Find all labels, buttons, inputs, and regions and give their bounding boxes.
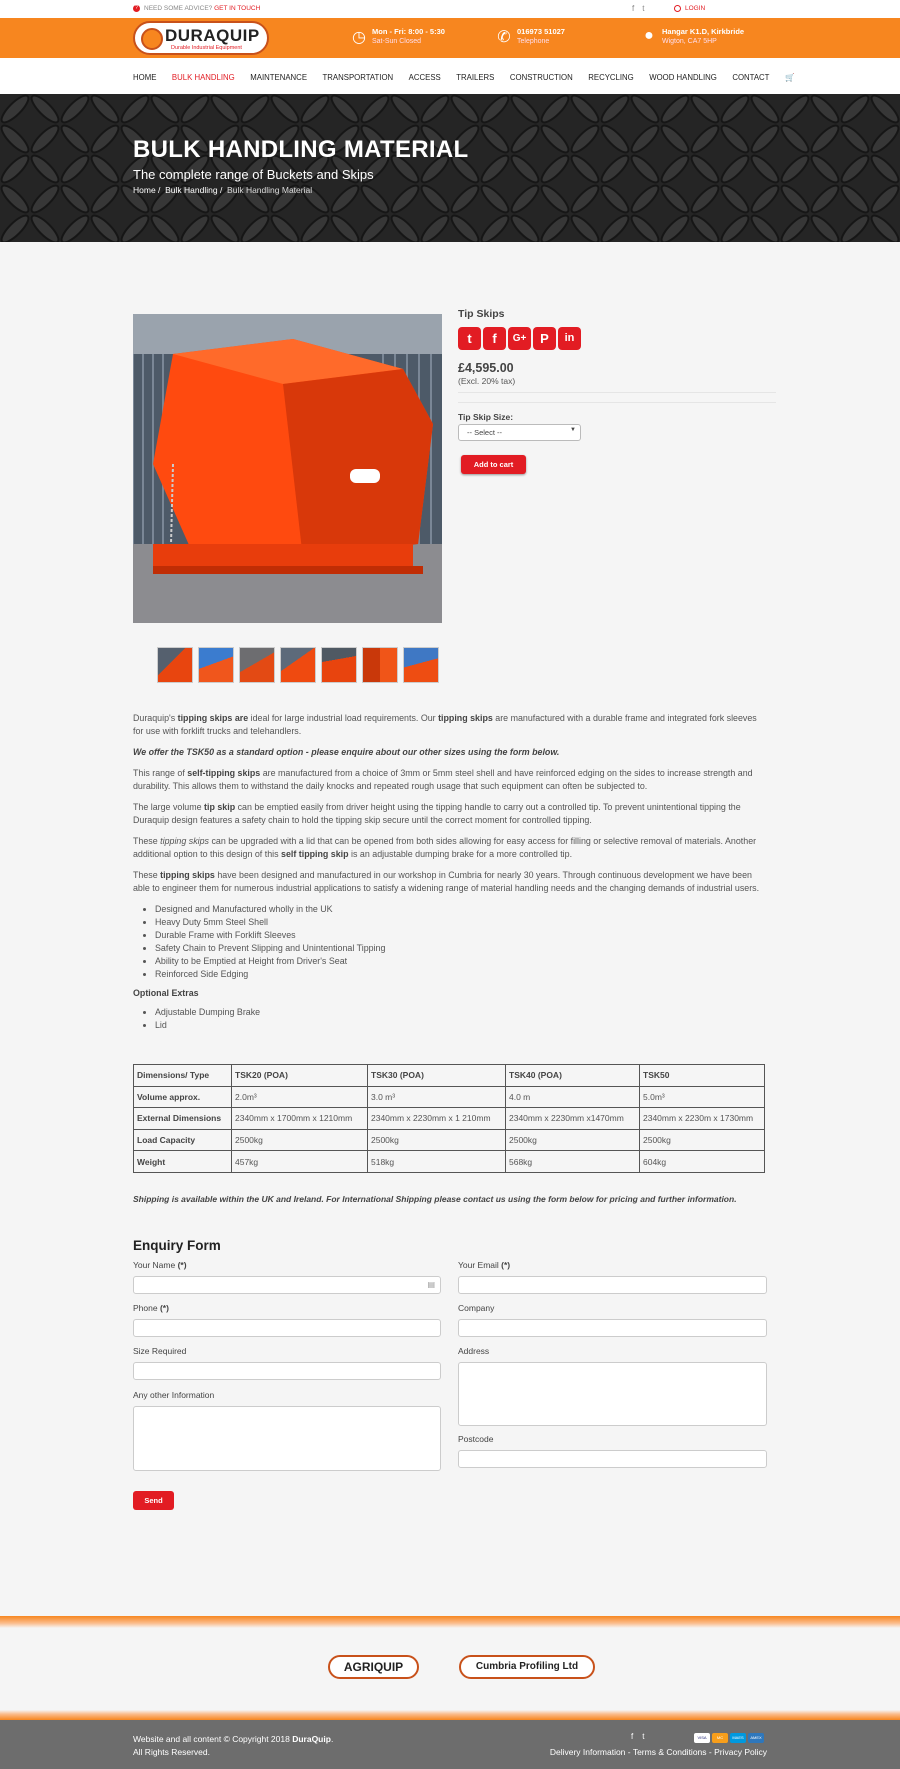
google-plus-icon[interactable]: G+ bbox=[508, 327, 531, 350]
email-input[interactable] bbox=[458, 1276, 767, 1294]
login-link[interactable]: LOGIN bbox=[674, 5, 705, 12]
facebook-icon[interactable]: f bbox=[631, 1732, 643, 1741]
agriquip-logo[interactable]: AGRIQUIP bbox=[328, 1655, 419, 1679]
advice-text: ? NEED SOME ADVICE? GET IN TOUCH bbox=[133, 5, 260, 12]
breadcrumb-current: Bulk Handling Material bbox=[227, 185, 313, 195]
question-icon: ? bbox=[133, 5, 140, 12]
thumbnail-5[interactable] bbox=[321, 647, 357, 683]
address-label: Address bbox=[458, 1346, 490, 1356]
chevron-down-icon: ▼ bbox=[570, 427, 576, 433]
size-required-label: Size Required bbox=[133, 1346, 187, 1356]
page-banner bbox=[0, 94, 900, 242]
nav-contact[interactable]: CONTACT bbox=[732, 73, 770, 82]
rights: All Rights Reserved. bbox=[133, 1747, 211, 1757]
user-icon bbox=[674, 5, 681, 12]
delivery-information-link[interactable]: Delivery Information bbox=[549, 1747, 626, 1757]
desc-paragraph: This range of self-tipping skips are manufactured from a choice of 3mm or 5mm steel shell and have reinforced edging on the sides to increase strength and durability. This allows them to withstand the daily knocks and repeated rough usage that such equipment can often be subjected to. bbox=[133, 768, 753, 791]
other-info-label: Any other Information bbox=[133, 1390, 215, 1400]
address-textarea[interactable] bbox=[458, 1362, 767, 1426]
size-label: Tip Skip Size: bbox=[458, 412, 514, 422]
desc-paragraph: These tipping skips have been designed and manufactured in our workshop in Cumbria for nearly 30 years. Through continuous development we have been able to engineer them for numerous industrial applications to satisfy a widening range of material handling needs and the changing demands of industrial users. bbox=[133, 870, 760, 893]
shipping-note: Shipping is available within the UK and Ireland. For International Shipping please contact us using the form below for pricing and further information. bbox=[133, 1194, 737, 1204]
linkedin-icon[interactable]: in bbox=[558, 327, 581, 350]
other-info-textarea[interactable] bbox=[133, 1406, 441, 1471]
amex-icon: AMEX bbox=[748, 1733, 764, 1743]
list-item: • Reinforced Side Edging bbox=[155, 968, 767, 981]
product-title: Tip Skips bbox=[458, 308, 505, 320]
table-row: Load Capacity 2500kg 2500kg 2500kg 2500kg bbox=[134, 1129, 765, 1151]
nav-transportation[interactable]: TRANSPORTATION bbox=[322, 73, 394, 82]
enquiry-form bbox=[133, 1238, 767, 1513]
terms-link[interactable]: Terms & Conditions bbox=[632, 1747, 707, 1757]
thumbnail-2[interactable] bbox=[198, 647, 234, 683]
footer-links: Delivery Information - Terms & Conditions - Privacy Policy bbox=[549, 1747, 767, 1757]
tax-note: (Excl. 20% tax) bbox=[458, 376, 516, 386]
nav-recycling[interactable]: RECYCLING bbox=[588, 73, 634, 82]
maestro-icon: MAES bbox=[730, 1733, 746, 1743]
company-label: Company bbox=[458, 1303, 495, 1313]
list-item: • Ability to be Emptied at Height from Driver's Seat bbox=[155, 955, 767, 968]
list-item: • Durable Frame with Forklift Sleeves bbox=[155, 929, 767, 942]
footer-stripe bbox=[0, 1616, 900, 1628]
pinterest-icon[interactable]: P bbox=[533, 327, 556, 350]
add-to-cart-button[interactable]: Add to cart bbox=[461, 455, 526, 474]
postcode-label: Postcode bbox=[458, 1434, 494, 1444]
table-row: Weight 457kg 518kg 568kg 604kg bbox=[134, 1151, 765, 1173]
product-info bbox=[458, 308, 776, 469]
size-select[interactable]: -- Select -- ▼ bbox=[458, 424, 581, 441]
feature-list bbox=[155, 903, 767, 981]
optional-extras-heading: Optional Extras bbox=[133, 988, 199, 998]
facebook-icon[interactable]: f bbox=[483, 327, 506, 350]
thumbnail-4[interactable] bbox=[280, 647, 316, 683]
spec-table bbox=[133, 1064, 765, 1173]
nav-wood-handling[interactable]: WOOD HANDLING bbox=[649, 73, 717, 82]
divider bbox=[458, 392, 776, 393]
footer-social bbox=[631, 1732, 653, 1741]
list-item: • Adjustable Dumping Brake bbox=[155, 1006, 767, 1019]
optional-list bbox=[155, 1006, 767, 1032]
clock-icon: ◷ bbox=[352, 29, 366, 46]
email-label: Your Email (*) bbox=[458, 1260, 511, 1270]
name-input[interactable] bbox=[133, 1276, 441, 1294]
get-in-touch-link[interactable]: GET IN TOUCH bbox=[214, 5, 261, 13]
top-social bbox=[632, 4, 652, 13]
table-header-row: Dimensions/ Type TSK20 (POA) TSK30 (POA) TSK40 (POA) TSK50 bbox=[134, 1065, 765, 1087]
top-bar bbox=[0, 0, 900, 18]
nav-construction[interactable]: CONSTRUCTION bbox=[509, 73, 573, 82]
duraquip-logo[interactable]: DURAQUIP Durable Industrial Equipment bbox=[133, 21, 269, 55]
table-row: External Dimensions 2340mm x 1700mm x 1210mm 2340mm x 2230mm x 1 210mm 2340mm x 2230mm x1470mm 2340mm x 2230m x 1730mm bbox=[134, 1108, 765, 1130]
mastercard-icon: MC bbox=[712, 1733, 728, 1743]
payment-cards bbox=[694, 1733, 766, 1743]
phone-icon: ✆ bbox=[497, 29, 511, 46]
list-item: • Lid bbox=[155, 1019, 767, 1032]
desc-paragraph: Duraquip's tipping skips are ideal for large industrial load requirements. Our tipping skips are manufactured with a durable frame and integrated fork sleeves for use with forklift trucks and telehandlers. bbox=[133, 713, 757, 736]
autofill-icon: ▤ bbox=[427, 1280, 435, 1289]
form-title: Enquiry Form bbox=[133, 1238, 221, 1253]
thumbnail-7[interactable] bbox=[403, 647, 439, 683]
map-marker-icon: ● bbox=[644, 27, 654, 44]
product-price: £4,595.00 bbox=[458, 361, 514, 375]
cumbria-profiling-logo[interactable]: Cumbria Profiling Ltd bbox=[459, 1655, 595, 1679]
thumbnail-3[interactable] bbox=[239, 647, 275, 683]
twitter-icon[interactable]: t bbox=[642, 1732, 654, 1741]
company-input[interactable] bbox=[458, 1319, 767, 1337]
copyright: Website and all content © Copyright 2018 DuraQuip. bbox=[133, 1734, 334, 1744]
divider bbox=[458, 402, 776, 403]
product-main-image[interactable] bbox=[133, 314, 442, 623]
product-description bbox=[133, 712, 767, 1038]
phone-input[interactable] bbox=[133, 1319, 441, 1337]
nav-trailers[interactable]: TRAILERS bbox=[456, 73, 495, 82]
twitter-icon[interactable]: t bbox=[458, 327, 481, 350]
table-row: Volume approx. 2.0m³ 3.0 m³ 4.0 m 5.0m³ bbox=[134, 1086, 765, 1108]
name-label: Your Name (*) bbox=[133, 1260, 187, 1270]
thumbnail-1[interactable] bbox=[157, 647, 193, 683]
cart-icon[interactable]: 🛒 bbox=[784, 73, 795, 82]
partner-logos bbox=[0, 1628, 900, 1710]
phone-label: Phone (*) bbox=[133, 1303, 169, 1313]
postcode-input[interactable] bbox=[458, 1450, 767, 1468]
breadcrumb: Home / Bulk Handling / Bulk Handling Material bbox=[133, 185, 313, 195]
facebook-icon[interactable]: f bbox=[632, 4, 643, 13]
desc-paragraph: The large volume tip skip can be emptied easily from driver height using the tipping handle to carry out a controlled tip. To prevent unintentional tipping the Duraquip design features a safety chain to hold the tipping skip secure until the correct moment for controlled tipping. bbox=[133, 802, 741, 825]
breadcrumb-bulk-handling[interactable]: Bulk Handling bbox=[165, 185, 218, 195]
nav-home[interactable]: HOME bbox=[133, 73, 157, 82]
page-subtitle: The complete range of Buckets and Skips bbox=[133, 167, 374, 182]
desc-paragraph: These tipping skips can be upgraded with a lid that can be opened from both sides allowing for easy access for filling or selective removal of materials. Another additional option to this design of this self tipping skip is an adjustable dumping brake for a more controlled tip. bbox=[133, 836, 757, 859]
logo-swirl-icon bbox=[141, 28, 163, 50]
header: DURAQUIP Durable Industrial Equipment ◷ Mon - Fri: 8:00 - 5:30 Sat-Sun Closed ✆ 016973 51027 Telephone ● Hangar K1.D, Kirkbride Wigton, CA7 5HP bbox=[0, 18, 900, 58]
twitter-icon[interactable]: t bbox=[642, 4, 653, 13]
privacy-policy-link[interactable]: Privacy Policy bbox=[714, 1747, 767, 1757]
main-nav bbox=[0, 58, 900, 94]
nav-maintenance[interactable]: MAINTENANCE bbox=[250, 73, 308, 82]
size-required-input[interactable] bbox=[133, 1362, 441, 1380]
page-title: BULK HANDLING MATERIAL bbox=[133, 136, 469, 163]
footer-stripe bbox=[0, 1710, 900, 1720]
list-item: • Designed and Manufactured wholly in the UK bbox=[155, 903, 767, 916]
standard-option-note: We offer the TSK50 as a standard option - please enquire about our other sizes using the form below. bbox=[133, 747, 560, 757]
nav-access[interactable]: ACCESS bbox=[408, 73, 441, 82]
send-button[interactable]: Send bbox=[133, 1491, 174, 1510]
list-item: • Safety Chain to Prevent Slipping and Unintentional Tipping bbox=[155, 942, 767, 955]
breadcrumb-home[interactable]: Home bbox=[133, 185, 156, 195]
thumbnail-6[interactable] bbox=[362, 647, 398, 683]
visa-card-icon: VISA bbox=[694, 1733, 710, 1743]
list-item: • Heavy Duty 5mm Steel Shell bbox=[155, 916, 767, 929]
nav-bulk-handling[interactable]: BULK HANDLING bbox=[171, 73, 235, 82]
site-footer bbox=[0, 1720, 900, 1769]
